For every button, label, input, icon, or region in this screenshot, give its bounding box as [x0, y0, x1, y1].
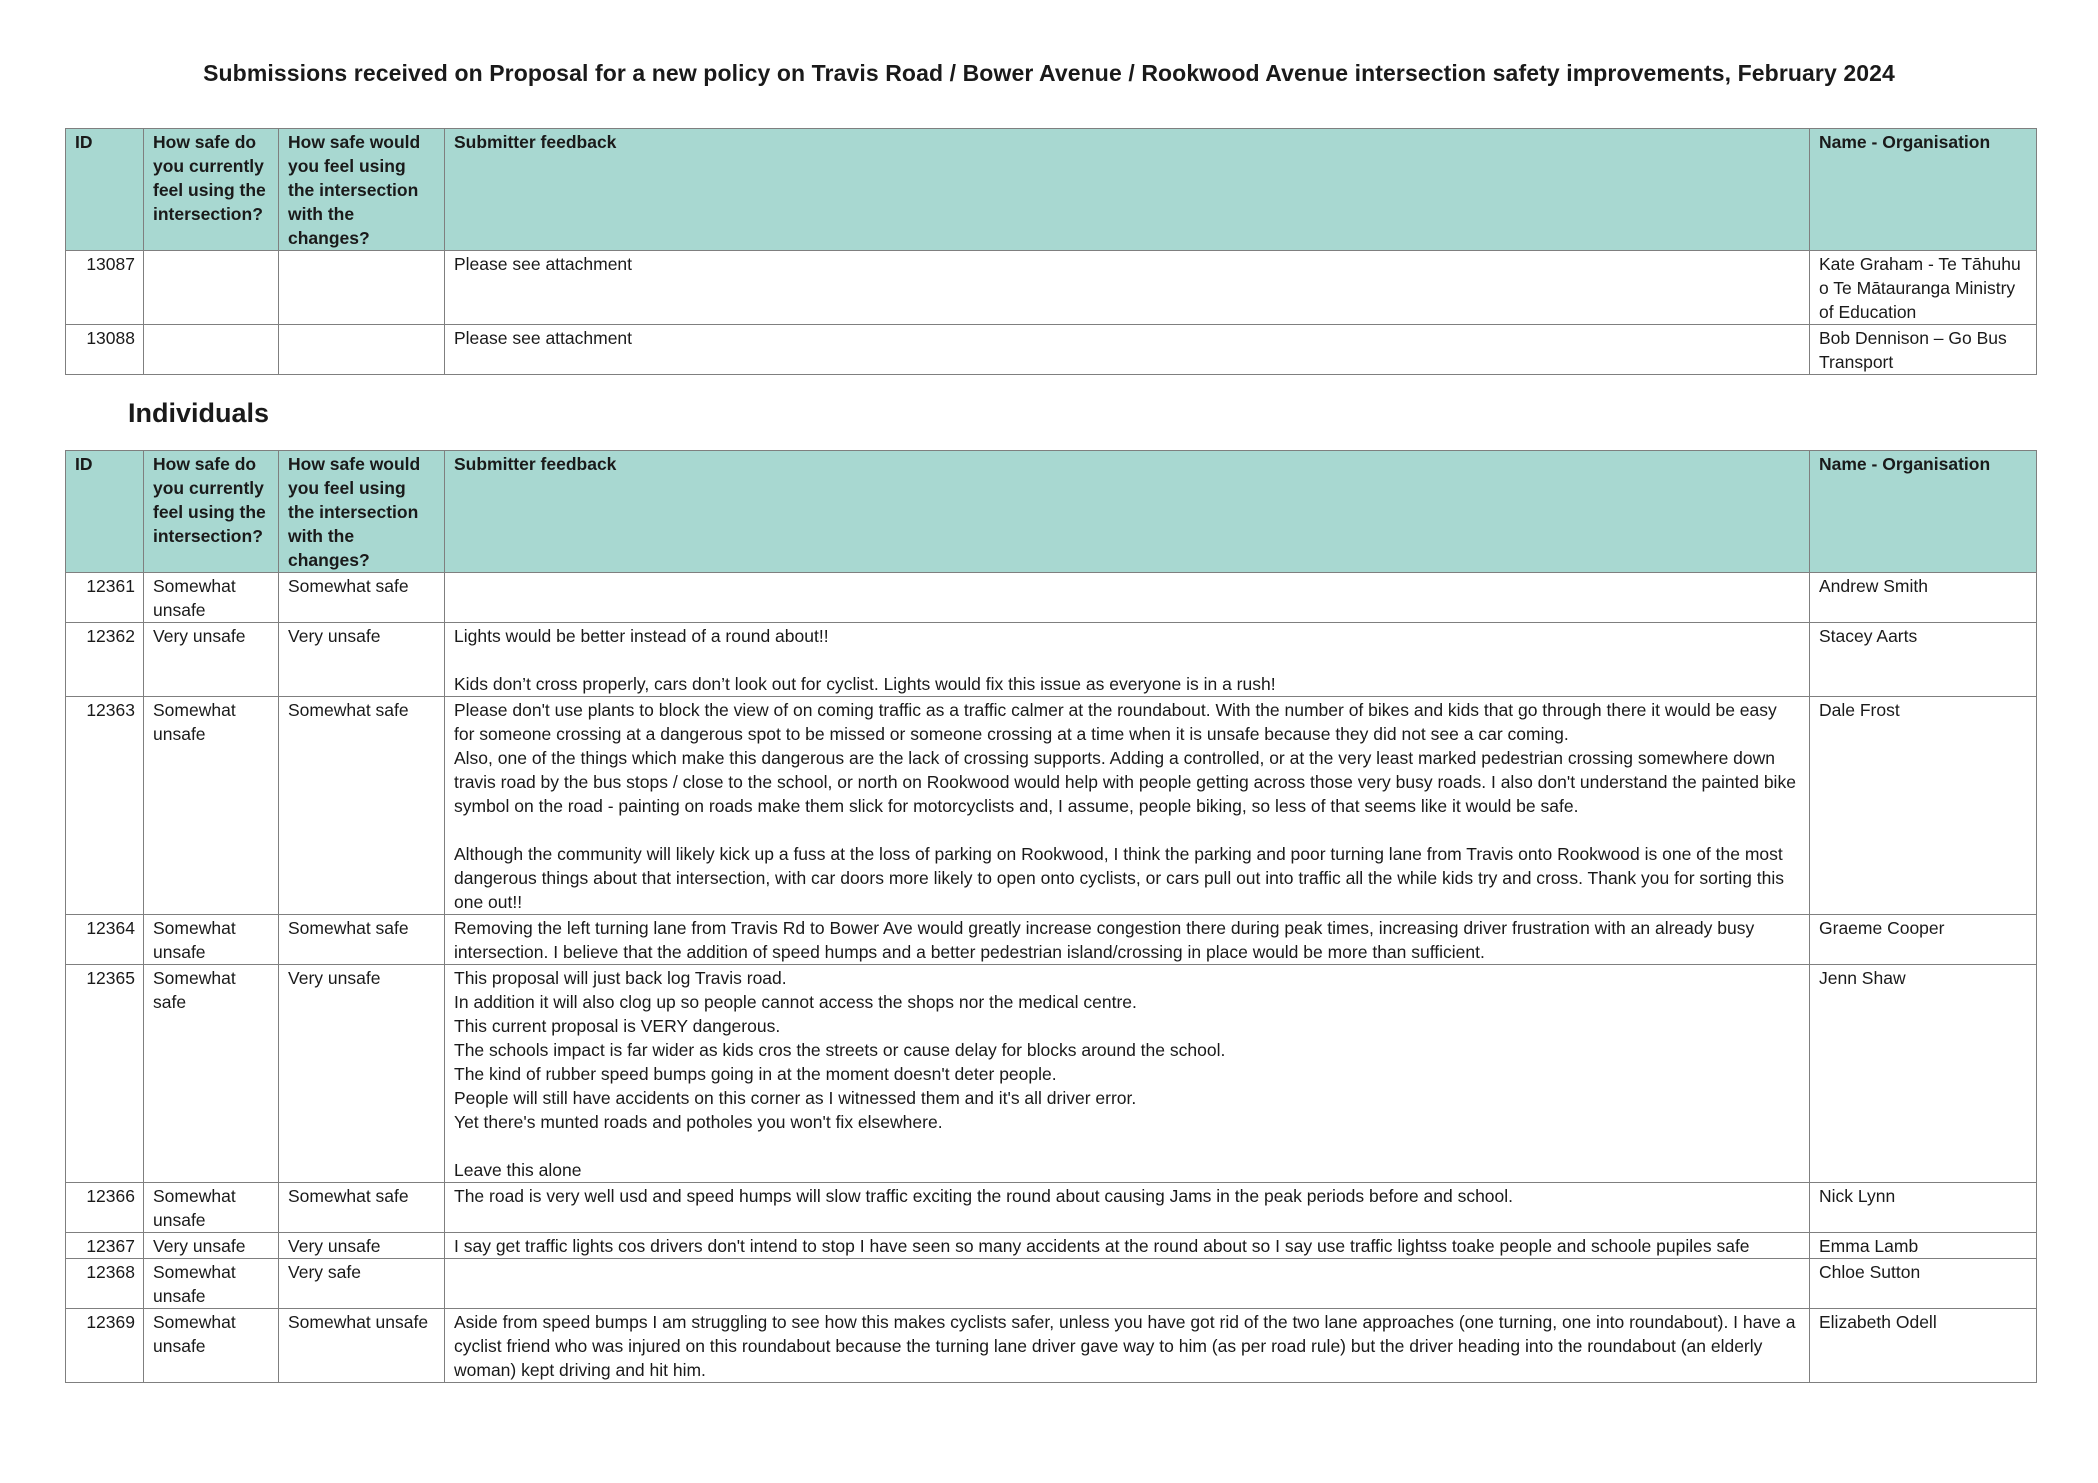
- cell-id: 12364: [66, 915, 144, 965]
- cell-id: 12365: [66, 965, 144, 1183]
- table-row: [66, 1309, 2037, 1383]
- column-header-future-safety: How safe would you feel using the intersection with the changes?: [279, 129, 445, 251]
- column-header-name: Name - Organisation: [1810, 451, 2037, 573]
- cell-feedback: [445, 251, 1810, 325]
- table-row: [66, 1183, 2037, 1233]
- feedback-line: This proposal will just back log Travis road.: [454, 968, 787, 988]
- cell-current-safety: Very unsafe: [144, 623, 279, 697]
- cell-future-safety: Somewhat safe: [279, 1183, 445, 1233]
- feedback-line: Aside from speed bumps I am struggling to see how this makes cyclists safer, unless you have got rid of the two lane approaches (one turning, one into roundabout). I have a cyclist friend who was injured on this roundabout because the turning lane driver gave way to him (as per road rule) but the driver heading into the roundabout (an elderly woman) kept driving and hit him.: [454, 1312, 1796, 1380]
- column-header-feedback: Submitter feedback: [445, 129, 1810, 251]
- feedback-line: The schools impact is far wider as kids cros the streets or cause delay for blocks around the school.: [454, 1040, 1226, 1060]
- feedback-line: Please see attachment: [454, 328, 633, 348]
- cell-current-safety: Somewhat unsafe: [144, 697, 279, 915]
- table-row: [66, 573, 2037, 623]
- page-title: Submissions received on Proposal for a new policy on Travis Road / Bower Avenue / Rookwood Avenue intersection safety improvements, February 2024: [203, 60, 1895, 86]
- column-header-current-safety: How safe do you currently feel using the intersection?: [144, 129, 279, 251]
- column-header-name: Name - Organisation: [1810, 129, 2037, 251]
- cell-future-safety: Somewhat safe: [279, 573, 445, 623]
- feedback-line: Also, one of the things which make this dangerous are the lack of crossing supports. Adding a controlled, or at the very least marked pedestrian crossing somewhere down travis road by the bus stops / close to the school, or north on Rookwood would help with people getting across those very busy roads. I also don't understand the painted bike symbol on the road - painting on roads make them slick for motorcyclists and, I assume, people biking, so less of that seems like it would be safe.: [454, 748, 1796, 816]
- table-row: [66, 623, 2037, 697]
- cell-current-safety: [144, 325, 279, 375]
- cell-future-safety: Somewhat safe: [279, 697, 445, 915]
- cell-feedback: [445, 915, 1810, 965]
- cell-name-organisation: Nick Lynn: [1810, 1183, 2037, 1233]
- cell-feedback: [445, 573, 1810, 623]
- cell-name-organisation: Kate Graham - Te Tāhuhu o Te Mātauranga Ministry of Education: [1810, 251, 2037, 325]
- cell-id: 12367: [66, 1233, 144, 1259]
- feedback-line: Leave this alone: [454, 1160, 582, 1180]
- table-row: [66, 697, 2037, 915]
- cell-id: 12368: [66, 1259, 144, 1309]
- cell-id: 12369: [66, 1309, 144, 1383]
- table-row: [66, 1233, 2037, 1259]
- cell-name-organisation: Andrew Smith: [1810, 573, 2037, 623]
- cell-current-safety: Somewhat safe: [144, 965, 279, 1183]
- cell-name-organisation: Stacey Aarts: [1810, 623, 2037, 697]
- cell-feedback: [445, 1233, 1810, 1259]
- feedback-line: People will still have accidents on this corner as I witnessed them and it's all driver error.: [454, 1088, 1137, 1108]
- table-row: [66, 325, 2037, 375]
- cell-current-safety: [144, 251, 279, 325]
- cell-feedback: [445, 1309, 1810, 1383]
- cell-feedback: [445, 965, 1810, 1183]
- individuals-table: [65, 450, 2037, 1383]
- cell-name-organisation: Chloe Sutton: [1810, 1259, 2037, 1309]
- feedback-line: Removing the left turning lane from Travis Rd to Bower Ave would greatly increase congestion there during peak times, increasing driver frustration with an already busy intersection. I believe that the addition of speed humps and a better pedestrian island/crossing in place would be more than sufficient.: [454, 918, 1755, 962]
- feedback-line: This current proposal is VERY dangerous.: [454, 1016, 781, 1036]
- table-header-row: [66, 451, 2037, 573]
- feedback-line: In addition it will also clog up so people cannot access the shops nor the medical centre.: [454, 992, 1137, 1012]
- cell-name-organisation: Elizabeth Odell: [1810, 1309, 2037, 1383]
- cell-id: 13088: [66, 325, 144, 375]
- cell-current-safety: Somewhat unsafe: [144, 1259, 279, 1309]
- feedback-line: Yet there's munted roads and potholes you won't fix elsewhere.: [454, 1112, 943, 1132]
- cell-current-safety: Somewhat unsafe: [144, 573, 279, 623]
- cell-name-organisation: Emma Lamb: [1810, 1233, 2037, 1259]
- column-header-current-safety: How safe do you currently feel using the intersection?: [144, 451, 279, 573]
- cell-current-safety: Somewhat unsafe: [144, 1183, 279, 1233]
- cell-name-organisation: Jenn Shaw: [1810, 965, 2037, 1183]
- feedback-line: The road is very well usd and speed humps will slow traffic exciting the round about causing Jams in the peak periods before and school.: [454, 1186, 1514, 1206]
- cell-current-safety: Somewhat unsafe: [144, 1309, 279, 1383]
- column-header-feedback: Submitter feedback: [445, 451, 1810, 573]
- cell-feedback: [445, 1259, 1810, 1309]
- cell-future-safety: Very unsafe: [279, 965, 445, 1183]
- cell-name-organisation: Graeme Cooper: [1810, 915, 2037, 965]
- cell-name-organisation: Dale Frost: [1810, 697, 2037, 915]
- cell-future-safety: Very unsafe: [279, 1233, 445, 1259]
- cell-current-safety: Somewhat unsafe: [144, 915, 279, 965]
- cell-feedback: [445, 697, 1810, 915]
- feedback-line: [454, 648, 1800, 672]
- table-row: [66, 915, 2037, 965]
- cell-future-safety: Somewhat safe: [279, 915, 445, 965]
- column-header-future-safety: How safe would you feel using the intersection with the changes?: [279, 451, 445, 573]
- table-row: [66, 251, 2037, 325]
- cell-feedback: [445, 325, 1810, 375]
- feedback-line: I say get traffic lights cos drivers don't intend to stop I have seen so many accidents at the round about so I say use traffic lightss toake people and schoole pupiles safe: [454, 1236, 1750, 1256]
- feedback-line: Please don't use plants to block the view of on coming traffic as a traffic calmer at the roundabout. With the number of bikes and kids that go through there it would be easy for someone crossing at a dangerous spot to be missed or someone crossing at a time when it is unsafe because they did not see a car coming.: [454, 700, 1777, 744]
- cell-feedback: [445, 623, 1810, 697]
- cell-name-organisation: Bob Dennison – Go Bus Transport: [1810, 325, 2037, 375]
- cell-feedback: [445, 1183, 1810, 1233]
- cell-id: 12366: [66, 1183, 144, 1233]
- feedback-line: The kind of rubber speed bumps going in at the moment doesn't deter people.: [454, 1064, 1057, 1084]
- table-row: [66, 965, 2037, 1183]
- table-row: [66, 1259, 2037, 1309]
- cell-id: 12363: [66, 697, 144, 915]
- feedback-line: [454, 818, 1800, 842]
- feedback-line: Lights would be better instead of a round about!!: [454, 626, 829, 646]
- feedback-line: [454, 1134, 1800, 1158]
- organisations-table: [65, 128, 2037, 375]
- cell-id: 13087: [66, 251, 144, 325]
- column-header-id: ID: [66, 129, 144, 251]
- cell-current-safety: Very unsafe: [144, 1233, 279, 1259]
- feedback-line: Kids don’t cross properly, cars don’t look out for cyclist. Lights would fix this issue as everyone is in a rush!: [454, 674, 1276, 694]
- individuals-heading: Individuals: [128, 398, 270, 428]
- feedback-line: Although the community will likely kick up a fuss at the loss of parking on Rookwood, I think the parking and poor turning lane from Travis onto Rookwood is one of the most dangerous things about that intersection, with car doors more likely to open onto cyclists, or cars pull out into traffic all the while kids try and cross. Thank you for sorting this one out!!: [454, 844, 1785, 912]
- cell-id: 12362: [66, 623, 144, 697]
- cell-future-safety: Somewhat unsafe: [279, 1309, 445, 1383]
- cell-future-safety: Very safe: [279, 1259, 445, 1309]
- cell-future-safety: Very unsafe: [279, 623, 445, 697]
- column-header-id: ID: [66, 451, 144, 573]
- cell-id: 12361: [66, 573, 144, 623]
- feedback-line: Please see attachment: [454, 254, 633, 274]
- cell-future-safety: [279, 251, 445, 325]
- table-header-row: [66, 129, 2037, 251]
- cell-future-safety: [279, 325, 445, 375]
